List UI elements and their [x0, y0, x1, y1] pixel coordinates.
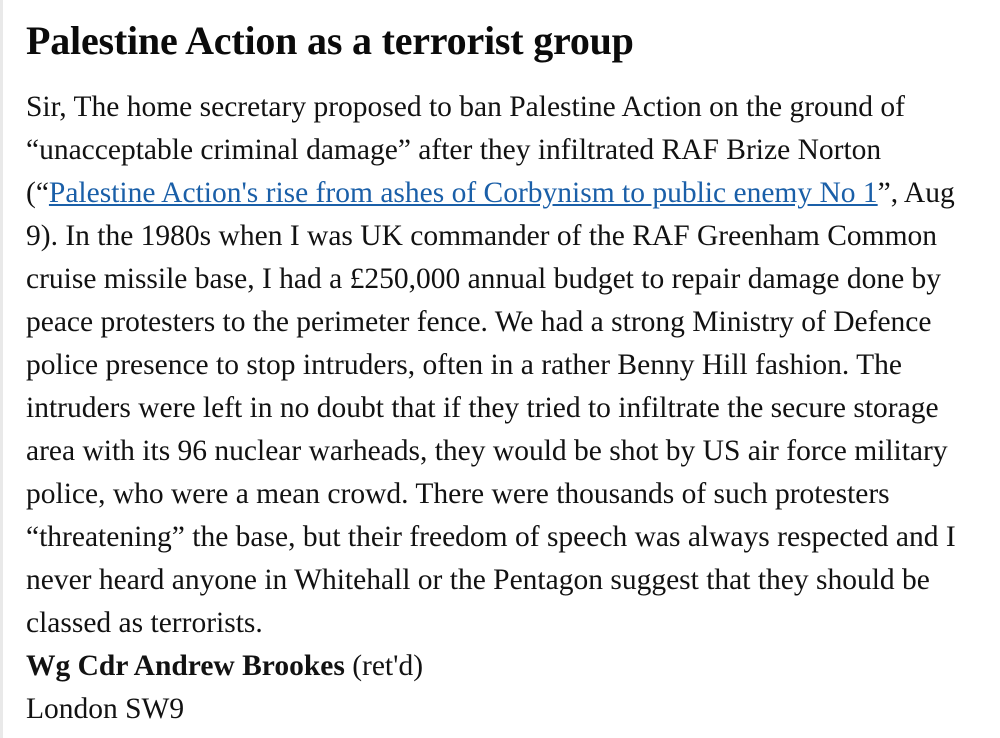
author-location: London SW9: [26, 693, 185, 725]
signature-block: [26, 645, 978, 731]
letter-body-part-one: Sir, The home secretary proposed to ban Palestine Action on the ground of “unacceptable criminal damage” after they infiltrated RAF Brize Norton (“: [26, 91, 905, 209]
page-title: Palestine Action as a terrorist group: [26, 18, 634, 63]
letter-body: [26, 86, 978, 645]
author-suffix: (ret'd): [344, 650, 424, 682]
letter-body-part-two: ”, Aug 9). In the 1980s when I was UK commander of the RAF Greenham Common cruise missile base, I had a £250,000 annual budget to repair damage done by peace protesters to the perimeter fence. We had a strong Ministry of Defence police presence to stop intruders, often in a rather Benny Hill fashion. The intruders were left in no doubt that if they tried to infiltrate the secure storage area with its 96 nuclear warheads, they would be shot by US air force military police, who were a mean crowd. There were thousands of such protesters “threatening” the base, but their freedom of speech was always respected and I never heard anyone in Whitehall or the Pentagon suggest that they should be classed as terrorists.: [26, 177, 956, 639]
related-article-link[interactable]: Palestine Action's rise from ashes of Corbynism to public enemy No 1: [48, 177, 878, 209]
author-name: Wg Cdr Andrew Brookes: [26, 650, 345, 682]
signature-name-line: [26, 645, 978, 688]
